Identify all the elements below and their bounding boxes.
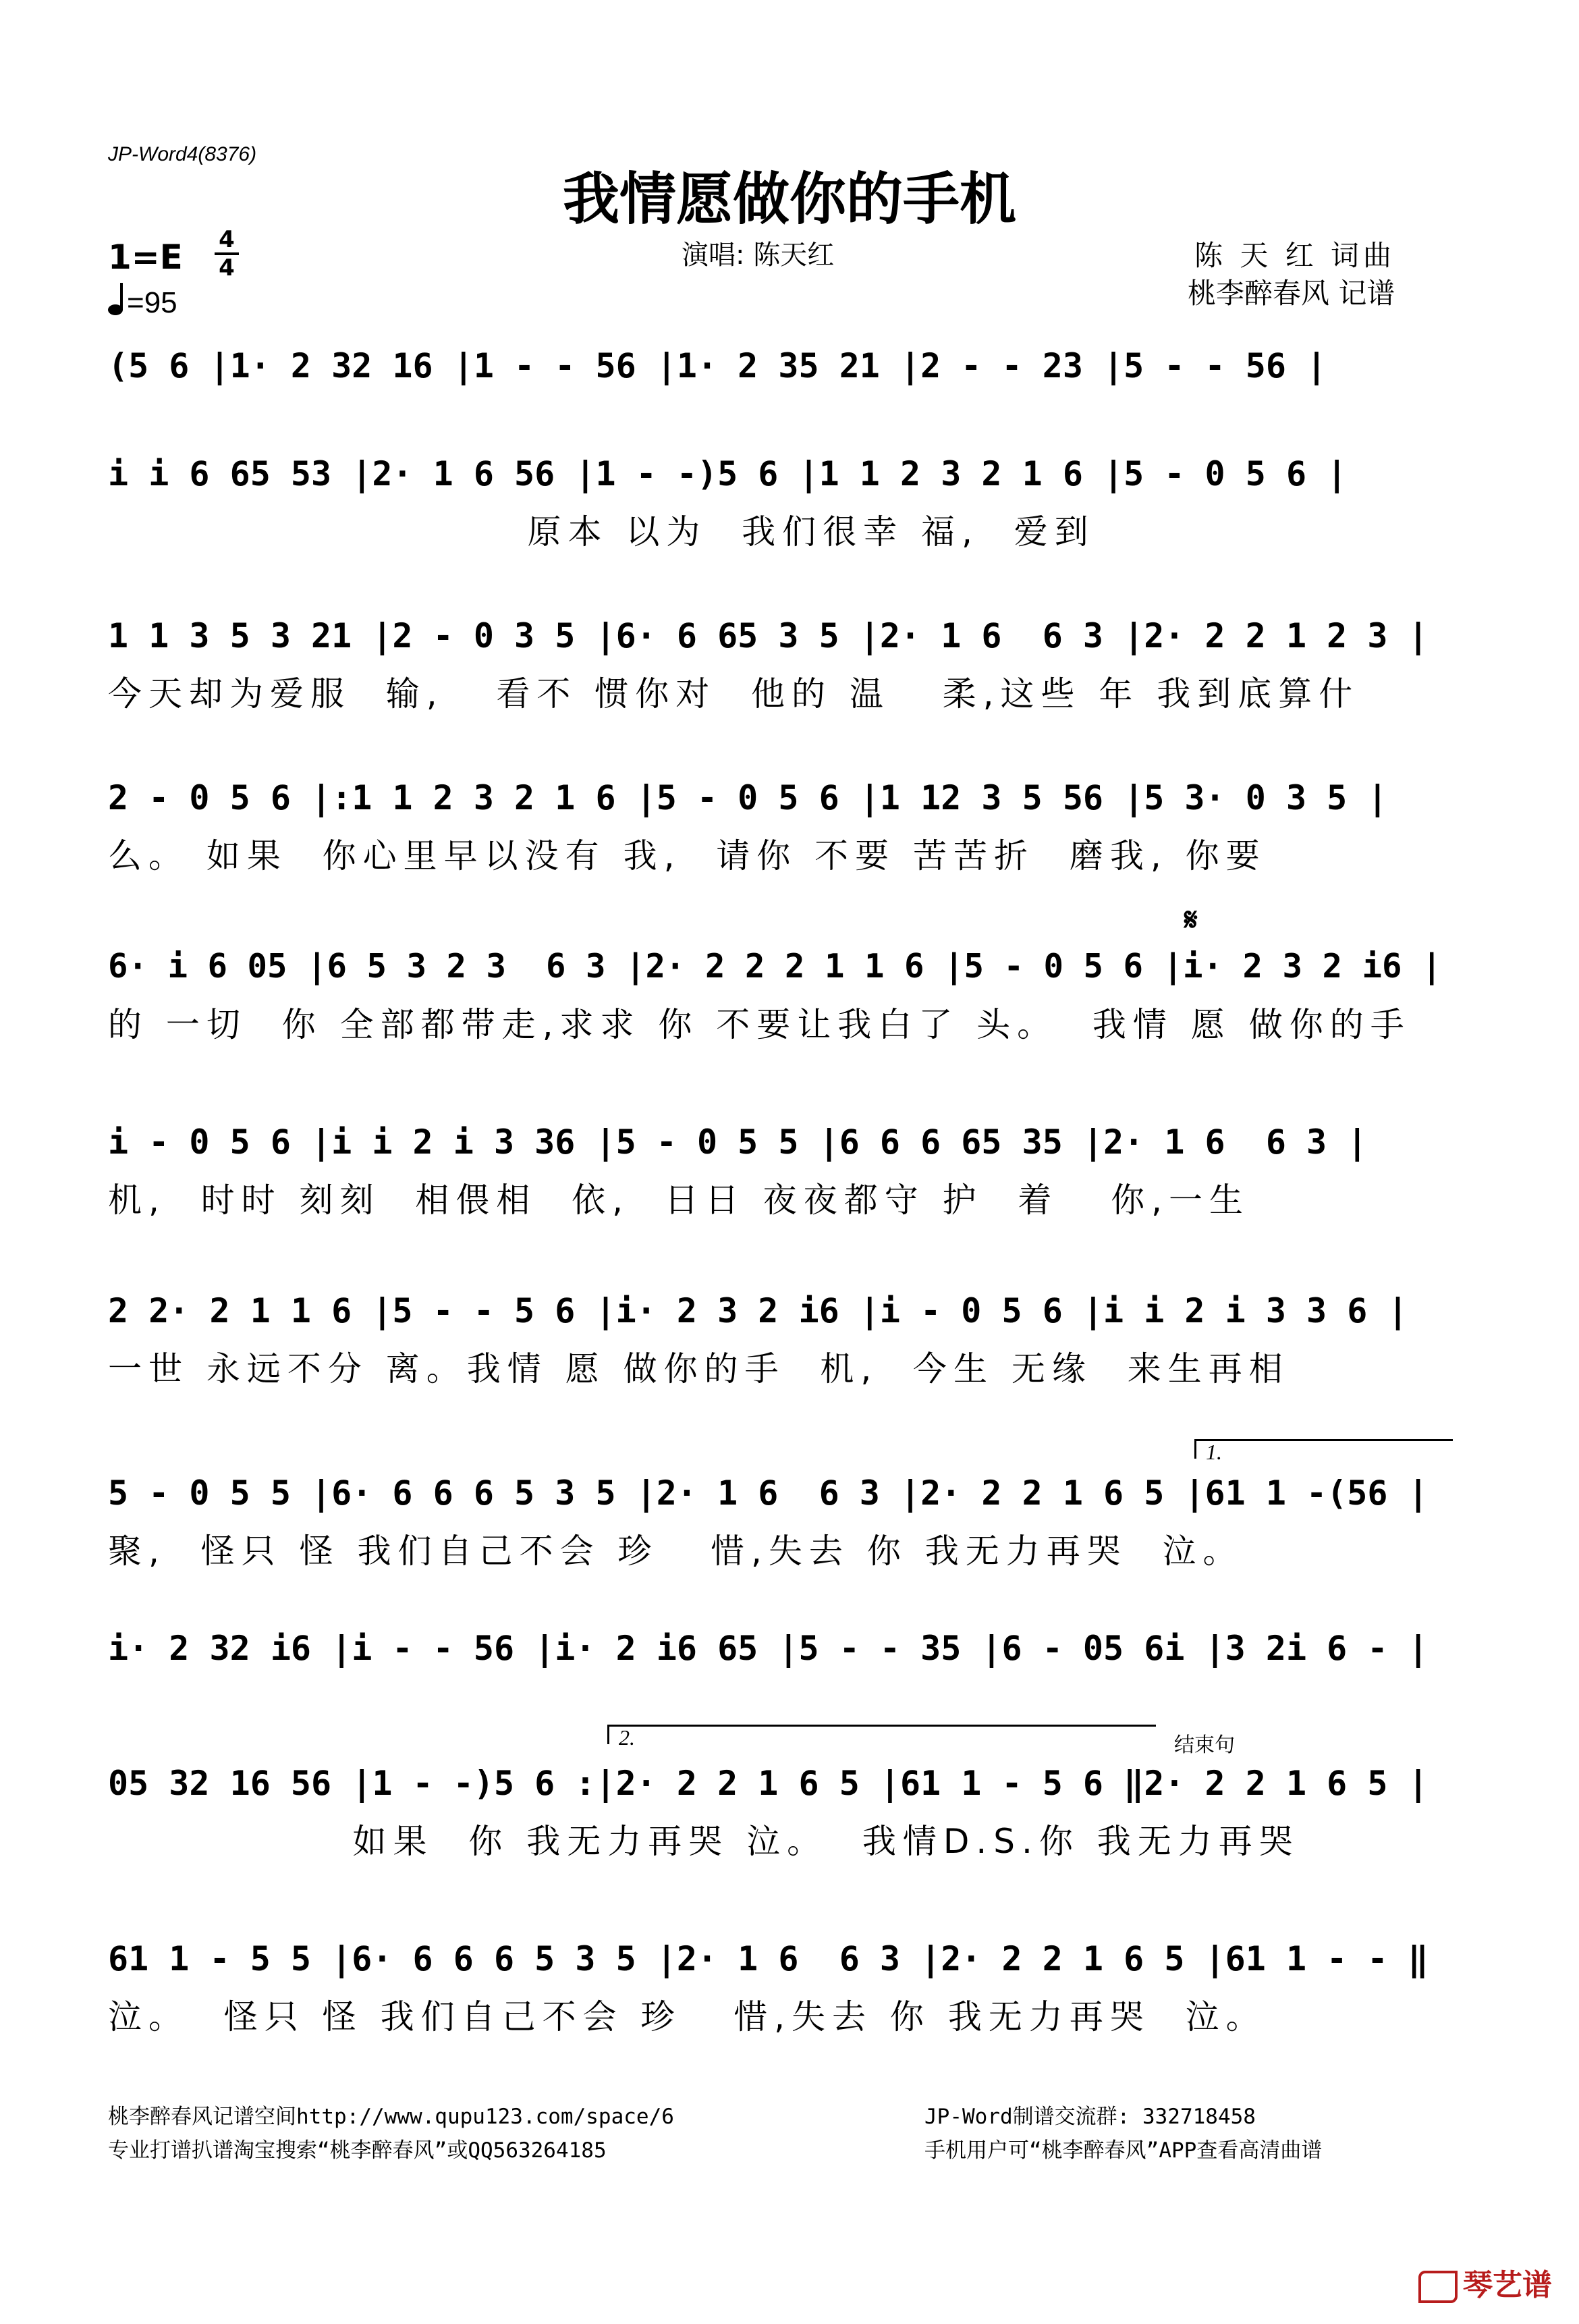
score-row-11	[108, 1937, 1458, 2038]
notes-line: i i 6 65 53 |2· 1 6 56 |1 - -)5 6 |1 1 2 3 2 1 6 |5 - 0 5 6 |	[108, 454, 1348, 493]
lyrics-line: 如果 你 我无力再哭 泣。 我情D.S.你 我无力再哭	[108, 1822, 1300, 1861]
lyrics-line: 机, 时时 刻刻 相偎相 依, 日日 夜夜都守 护 着 你,一生	[108, 1181, 1250, 1220]
lyrics-line: 一世 永远不分 离。我情 愿 做你的手 机, 今生 无缘 来生再相	[108, 1349, 1290, 1388]
logo-text: 琴艺谱	[1463, 2268, 1552, 2302]
volta-2	[607, 1725, 1156, 1750]
lyrics-line: 泣。 怪只 怪 我们自己不会 珍 惜,失去 你 我无力再哭 泣。	[108, 1997, 1267, 2036]
lyrics-line: 聚, 怪只 怪 我们自己不会 珍 惜,失去 你 我无力再哭 泣。	[108, 1532, 1244, 1571]
time-top: 4	[219, 226, 235, 253]
singer-credit: 演唱: 陈天红	[682, 240, 835, 271]
volta-1	[1194, 1439, 1453, 1464]
lyrics-line	[108, 402, 1458, 445]
volta-2-label: 2.	[619, 1725, 635, 1750]
notes-line: i - 0 5 6 |i i 2 i 3 36 |5 - 0 5 5 |6 6 6 65 35 |2· 1 6 6 3 |	[108, 1123, 1368, 1162]
score-row-2	[108, 452, 1458, 553]
volta-1-label: 1.	[1206, 1440, 1222, 1464]
score-row-4	[108, 776, 1458, 877]
logo-icon	[1418, 2271, 1458, 2303]
site-logo	[1418, 2261, 1552, 2304]
score-row-6	[108, 1120, 1458, 1222]
footer-left-line1: 桃李醉春风记谱空间http://www.qupu123.com/space/6	[108, 2105, 674, 2129]
time-bottom: 4	[215, 252, 239, 281]
footer-right-line1: JP-Word制谱交流群: 332718458	[924, 2105, 1256, 2129]
composer-credit: 陈 天 红 词曲	[1194, 239, 1396, 272]
notes-line: i· 2 32 i6 |i - - 56 |i· 2 i6 65 |5 - - 35 |6 - 05 6i |3 2i 6 - |	[108, 1629, 1429, 1668]
notes-line: 2 - 0 5 6 |:1 1 2 3 2 1 6 |5 - 0 5 6 |1 12 3 5 56 |5 3· 0 3 5 |	[108, 778, 1388, 817]
notes-line: (5 6 |1· 2 32 16 |1 - - 56 |1· 2 35 21 |2 - - 23 |5 - - 56 |	[108, 346, 1327, 385]
software-label: JP-Word4(8376)	[108, 143, 257, 165]
notes-line: 2 2· 2 1 1 6 |5 - - 5 6 |i· 2 3 2 i6 |i - 0 5 6 |i i 2 i 3 3 6 |	[108, 1291, 1408, 1330]
lyrics-line: 原本 以为 我们很幸 福, 爱到	[108, 512, 1095, 551]
score-row-8	[108, 1471, 1458, 1573]
lyrics-line: 的 一切 你 全部都带走,求求 你 不要让我白了 头。 我情 愿 做你的手	[108, 1005, 1411, 1044]
notes-line: 5 - 0 5 5 |6· 6 6 6 5 3 5 |2· 1 6 6 3 |2· 2 2 1 6 5 |61 1 -(56 |	[108, 1474, 1429, 1513]
lyrics-line: 今天却为爱服 输, 看不 惯你对 他的 温 柔,这些 年 我到底算什	[108, 674, 1360, 713]
segno-icon: 𝄋	[1184, 901, 1198, 938]
score-row-1	[108, 344, 1458, 445]
score-row-7	[108, 1289, 1458, 1390]
notes-line: 61 1 - 5 5 |6· 6 6 6 5 3 5 |2· 1 6 6 3 |2· 2 2 1 6 5 |61 1 - - ‖	[108, 1939, 1429, 1978]
quarter-note-icon	[108, 304, 123, 315]
tempo-value: =95	[127, 286, 177, 319]
key-signature: 1=E	[108, 238, 183, 277]
tempo-marking	[108, 286, 177, 320]
song-title: 我情愿做你的手机	[562, 166, 1016, 232]
score-row-5	[108, 945, 1458, 1046]
notes-line: 1 1 3 5 3 21 |2 - 0 3 5 |6· 6 65 3 5 |2· 1 6 6 3 |2· 2 2 1 2 3 |	[108, 616, 1429, 655]
ending-label: 结束句	[1174, 1733, 1235, 1757]
score-row-9	[108, 1627, 1458, 1670]
footer-right-line2: 手机用户可“桃李醉春风”APP查看高清曲谱	[924, 2138, 1323, 2163]
score-row-3	[108, 614, 1458, 715]
notes-line: 6· i 6 05 |6 5 3 2 3 6 3 |2· 2 2 2 1 1 6 |5 - 0 5 6 |i· 2 3 2 i6 |	[108, 947, 1442, 985]
notes-line: 05 32 16 56 |1 - -)5 6 :|2· 2 2 1 6 5 |61 1 - 5 6 ‖2· 2 2 1 6 5 |	[108, 1764, 1429, 1803]
score-row-10	[108, 1762, 1458, 1863]
footer-left-line2: 专业打谱扒谱淘宝搜索“桃李醉春风”或QQ563264185	[108, 2138, 607, 2163]
transcriber-credit: 桃李醉春风 记谱	[1188, 277, 1395, 310]
lyrics-line: 么。 如果 你心里早以没有 我, 请你 不要 苦苦折 磨我, 你要	[108, 836, 1267, 875]
time-signature	[215, 227, 239, 281]
